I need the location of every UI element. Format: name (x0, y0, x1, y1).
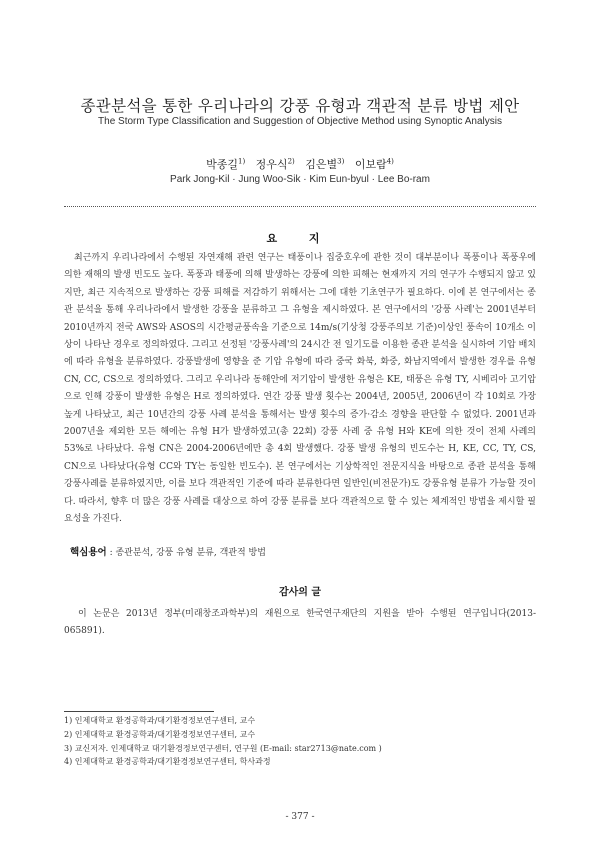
author-mark: 2) (287, 157, 295, 166)
footnotes (64, 714, 536, 769)
authors-korean (0, 156, 600, 172)
footnote-item: 3) 교신저자. 인제대학교 대기환경정보연구센터, 연구원 (E-mail: star2713@nate.com ) (64, 743, 382, 753)
footnote-item: 2) 인제대학교 환경공학과/대기환경정보연구센터, 교수 (64, 729, 256, 739)
acknowledgement-heading: 감사의 글 (278, 587, 322, 598)
acknowledgement-body: 이 논문은 2013년 정부(미래창조과학부)의 재원으로 한국연구재단의 지원을 받아 수행된 연구입니다(2013-065891). (64, 609, 536, 637)
title-korean: 종관분석을 통한 우리나라의 강풍 유형과 객관적 분류 방법 제안 (80, 97, 520, 115)
keywords (70, 544, 536, 558)
footnote-rule (64, 711, 214, 712)
author-mark: 3) (337, 157, 345, 166)
author-mark: 4) (386, 157, 394, 166)
title-english: The Storm Type Classification and Suggestion of Objective Method using Synoptic Analysis (98, 116, 502, 127)
author-mark: 1) (237, 157, 246, 166)
abstract-body: 최근까지 우리나라에서 수행된 자연재해 관련 연구는 태풍이나 집중호우에 관한 것이 대부분이나 폭풍이나 폭풍우에 의한 재해의 발생 빈도도 높다. 폭풍과 태풍에 의해 발생하는 강풍에 의한 피해는 현재까지 거의 연구가 수행되지 않고 있지만, 최근 지속적으로 발생하는 강풍 피해를 저감하기 위해서는 그에 대한 기초연구가 필요하다. 이에 본 연구에서는 종관 분석을 통해 우리나라에서 발생한 강풍을 분류하고 그 유형을 제시하였다. 본 연구에서의 '강풍 사례'는 2001년부터 2010년까지 전국 AWS와 ASOS의 시간평균풍속을 기준으로 14m/s(기상청 강풍주의보 기준)이상인 풍속이 10개소 이상이 나타난 경우로 정의하였다. 그리고 선정된 '강풍사례'의 24시간 전 일기도를 이용한 종관 분석을 실시하여 기압 배치에 따라 유형을 분류하였다. 강풍발생에 영향을 준 기압 유형에 따라 중국 화북, 화중, 화남지역에서 발생한 경우를 유형 CN, CC, CS으로 정의하였다. 그리고 우리나라 동해안에 저기압이 발생한 유형은 KE, 태풍은 유형 TY, 시베리아 고기압으로 인해 강풍이 발생한 유형은 H로 정의하였다. 연간 강풍 발생 횟수는 2004년, 2005년, 2006년이 각 10회로 가장 높게 나타났고, 최근 10년간의 강풍 사례 분석을 통해서는 발생 횟수의 증가·감소 경향을 판단할 수 없었다. 2001년과 2007년을 제외한 모든 해에는 유형 H가 발생하였고(총 22회) 강풍 사례 중 유형 H와 KE에 의한 것이 전체 사례의 53%로 나타났다. 유형 CN은 2004-2006년에만 총 4회 발생했다. 강풍 발생 유형의 빈도수는 H, KE, CC, TY, CS, CN으로 나타났다(유형 CC와 TY는 동일한 빈도수). 본 연구에서는 기상학적인 전문지식을 바탕으로 종관 분석을 통해 강풍사례를 분류하였지만, 이를 보다 객관적인 기준에 따라 분류한다면 일반인(비전문가)도 강풍유형 분류가 가능할 것이다. 따라서, 향후 더 많은 강풍 사례를 대상으로 하여 강풍 분류를 보다 객관적으로 할 수 있는 체계적인 방법을 제시할 필요성을 가진다. (64, 253, 536, 525)
keywords-label: 핵심용어 (70, 547, 107, 558)
author-name: 이보람 (354, 158, 387, 171)
dotted-divider (64, 206, 536, 207)
keywords-text: : 종관분석, 강풍 유형 분류, 객관적 방법 (109, 548, 266, 558)
authors-english: Park Jong-Kil · Jung Woo-Sik · Kim Eun-byul · Lee Bo-ram (170, 174, 430, 185)
author-name: 박종길 (206, 158, 238, 171)
abstract-heading: 요 지 (266, 232, 334, 245)
footnote-item: 4) 인제대학교 환경공학과/대기환경정보연구센터, 학사과정 (64, 757, 271, 767)
footnote-item: 1) 인제대학교 환경공학과/대기환경정보연구센터, 교수 (64, 716, 256, 725)
author-name: 김은별 (305, 158, 338, 171)
author-name: 정우식 (255, 158, 288, 171)
page-number: - 377 - (285, 812, 315, 822)
